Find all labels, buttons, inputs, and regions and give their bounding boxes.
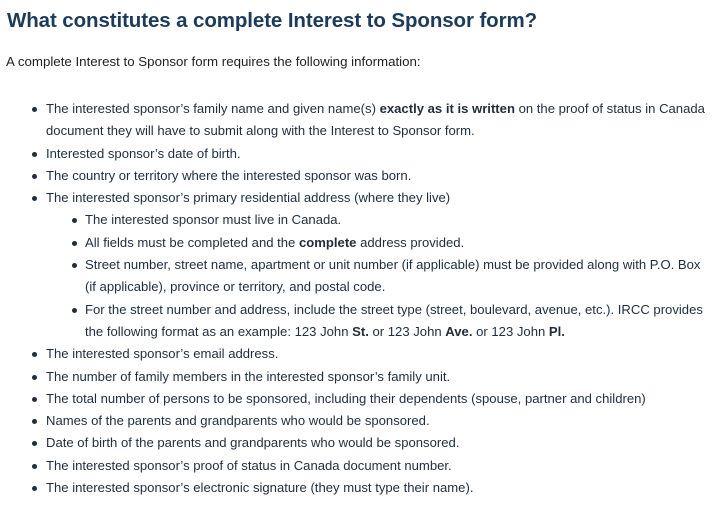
list-item: Names of the parents and grandparents who would be sponsored. xyxy=(6,410,714,432)
list-item: The interested sponsor’s family name and given name(s) exactly as it is written on the proof of status in Canada document they will have to submit along with the Interest to Sponsor form. xyxy=(6,98,714,143)
list-item: The interested sponsor’s proof of status in Canada document number. xyxy=(6,455,714,477)
list-item: The interested sponsor’s electronic signature (they must type their name). xyxy=(6,477,714,499)
list-item-address xyxy=(6,187,714,343)
list-item: Date of birth of the parents and grandparents who would be sponsored. xyxy=(6,432,714,454)
sub-list-item: The interested sponsor must live in Canada. xyxy=(6,209,714,231)
page-title: What constitutes a complete Interest to Sponsor form? xyxy=(7,9,538,32)
list-item: The interested sponsor’s email address. xyxy=(6,343,714,365)
list-item: The number of family members in the interested sponsor’s family unit. xyxy=(6,366,714,388)
list-item-label: The interested sponsor’s primary residential address (where they live) xyxy=(46,190,451,206)
list-item: The country or territory where the interested sponsor was born. xyxy=(6,165,714,187)
list-item: Interested sponsor’s date of birth. xyxy=(6,143,714,165)
requirements-list xyxy=(6,98,714,499)
sub-list-item: Street number, street name, apartment or unit number (if applicable) must be provided along with P.O. Box (if applicable), province or territory, and postal code. xyxy=(6,254,714,299)
intro-text: A complete Interest to Sponsor form requires the following information: xyxy=(6,54,421,69)
address-sublist xyxy=(6,209,714,343)
sub-list-item: All fields must be completed and the complete address provided. xyxy=(6,232,714,254)
list-item: The total number of persons to be sponsored, including their dependents (spouse, partner and children) xyxy=(6,388,714,410)
sub-list-item: For the street number and address, include the street type (street, boulevard, avenue, etc.). IRCC provides the following format as an example: 123 John St. or 123 John Ave. or 123 John Pl. xyxy=(6,299,714,344)
